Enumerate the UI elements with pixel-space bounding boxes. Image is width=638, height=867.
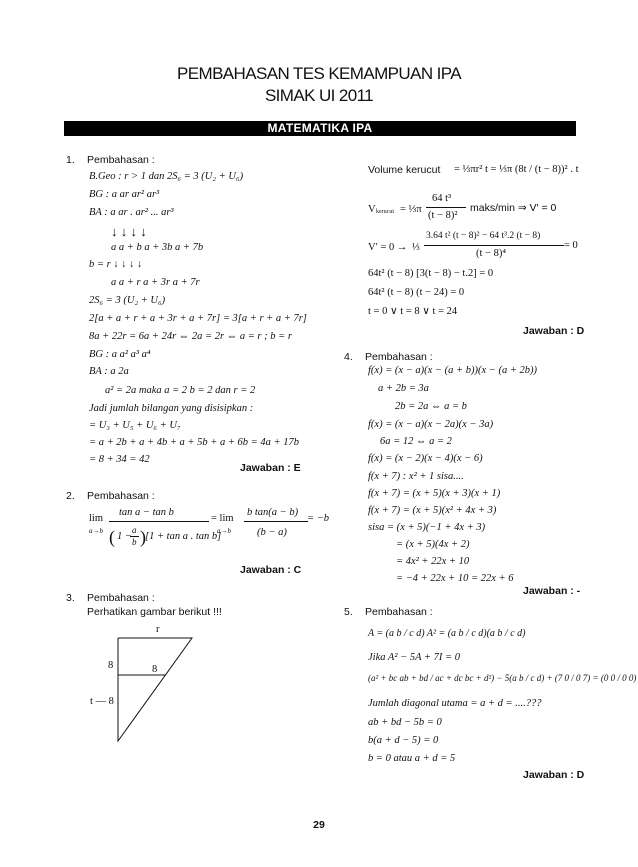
r-line: 64t² (t − 8) [3(t − 8) − t.2] = 0 [368, 268, 494, 279]
lim-label: lim [89, 513, 104, 524]
p4-line: f(x) = (x − a)(x − (a + b))(x − (a + 2b)) [368, 365, 538, 376]
problem-5-heading: Pembahasan : [365, 606, 433, 618]
problem-4-heading: Pembahasan : [365, 351, 433, 363]
label-8-width: 8 [152, 664, 158, 675]
p4-line: = (x + 5)(4x + 2) [396, 539, 470, 550]
p2-fraction-bar-2 [244, 521, 308, 522]
problem-2-number: 2. [66, 490, 75, 502]
p1-line: 2S₆ = 3 (U₂ + U₆) [89, 295, 166, 306]
p1-line: = U₃ + U₅ + U₆ + U₇ [89, 420, 181, 431]
p1-line: b = r ↓ ↓ ↓ ↓ [89, 259, 143, 270]
label-8-height: 8 [108, 660, 114, 671]
v-denominator: (t − 8)² [428, 210, 458, 221]
problem-4-number: 4. [344, 351, 353, 363]
p1-line: B.Geo : r > 1 dan 2S₆ = 3 (U₂ + U₆) [89, 171, 244, 182]
p2-den-prefix: 1 − [117, 531, 132, 542]
p2-eq-lim: = lim [211, 513, 234, 524]
vp-lead: V′ = 0 → [368, 242, 408, 253]
volume-formula [368, 150, 578, 190]
p5-line: Jumlah diagonal utama = a + d = ....??? [368, 698, 542, 709]
p4-line: 2b = 2a ⇔ a = b [395, 401, 467, 412]
p5-answer: Jawaban : D [523, 769, 585, 781]
problem-5-number: 5. [344, 606, 353, 618]
p5-line: Jika A² − 5A + 7I = 0 [368, 652, 460, 663]
v-tail: maks/min ⇒ V′ = 0 [470, 202, 557, 214]
p5-line: b(a + d − 5) = 0 [368, 735, 439, 746]
p2-paren-open: ( [109, 527, 115, 547]
doc-title: PEMBAHASAN TES KEMAMPUAN IPA [177, 64, 461, 83]
p5-line: ab + bd − 5b = 0 [368, 717, 442, 728]
r-line: 64t² (t − 8) (t − 24) = 0 [368, 287, 465, 298]
p2-result: = −b [307, 513, 330, 524]
problem-1-number: 1. [66, 154, 75, 166]
volume-label: Volume kerucut [368, 164, 441, 176]
triangle-diagram [88, 620, 208, 750]
p4-line: = −4 + 22x + 10 = 22x + 6 [396, 573, 514, 584]
p1-line: 8a + 22r = 6a + 24r ⇔ 2a = 2r ⇔ a = r ; b = r [89, 331, 292, 342]
p4-line: sisa = (x + 5)(−1 + 4x + 3) [368, 522, 486, 533]
p5-line: (a² + bc ab + bd / ac + dc bc + d²) − 5(a b / c d) + (7 0 / 0 7) = (0 0 / 0 0) [368, 673, 637, 683]
p2-answer: Jawaban : C [240, 564, 302, 576]
label-t-minus-8: t — 8 [90, 696, 114, 707]
p5-matrix: A = (a b / c d) A² = (a b / c d)(a b / c d) [368, 628, 526, 639]
vp-tail: = 0 [564, 240, 578, 251]
volume-equation: = ⅓πr² t = ⅓π (8t / (t − 8))² . t [454, 164, 579, 175]
p2-den-a: a [132, 525, 137, 535]
r-line: t = 0 ∨ t = 8 ∨ t = 24 [368, 306, 458, 317]
p2-paren-close: ) [140, 527, 146, 547]
p2-den-bracket: [1 + tan a . tan b] [145, 531, 222, 542]
p1-line: BA : a 2a [89, 366, 129, 377]
p1-line: a² = 2a maka a = 2 b = 2 dan r = 2 [105, 385, 256, 396]
p5-line: b = 0 atau a + d = 5 [368, 753, 456, 764]
p4-answer: Jawaban : - [523, 585, 581, 597]
p1-answer: Jawaban : E [240, 462, 301, 474]
page-number: 29 [313, 819, 325, 831]
p4-line: 6a = 12 ⇔ a = 2 [380, 436, 452, 447]
lim-subscript: a→b [89, 527, 103, 535]
problem-3-number: 3. [66, 592, 75, 604]
vp-numerator: 3.64 t² (t − 8)² − 64 t³.2 (t − 8) [426, 231, 541, 241]
p2-numerator-2: b tan(a − b) [247, 507, 299, 518]
p1-line: BA : a ar . ar² ... ar³ [89, 207, 174, 218]
v-derivative-formula [368, 230, 578, 266]
v-symbol: V [368, 204, 376, 215]
p2-denominator-2: (b − a) [257, 527, 287, 538]
p2-fraction-bar [109, 521, 209, 522]
p1-line: = 8 + 34 = 42 [89, 454, 150, 465]
problem-3-text: Perhatikan gambar berikut !!! [87, 606, 222, 618]
p1-line: 2[a + a + r + a + 3r + a + 7r] = 3[a + r + a + 7r] [89, 313, 307, 324]
r-answer: Jawaban : D [523, 325, 585, 337]
p4-line: f(x + 7) = (x + 5)(x + 3)(x + 1) [368, 488, 501, 499]
v-fraction-bar [426, 207, 466, 208]
label-r: r [156, 624, 160, 635]
v-subscript: kerucut [376, 209, 394, 215]
p1-line: BG : a a² a³ a⁴ [89, 349, 151, 360]
vp-third: ⅓ [412, 242, 420, 253]
v-eq-third: = ⅓π [400, 204, 422, 215]
vp-denominator: (t − 8)⁴ [476, 248, 506, 259]
problem-1-heading: Pembahasan : [87, 154, 155, 166]
v-kerucut-formula [368, 192, 578, 228]
p2-numerator: tan a − tan b [119, 507, 174, 518]
problem-2-heading: Pembahasan : [87, 490, 155, 502]
p1-line: Jadi jumlah bilangan yang disisipkan : [89, 403, 254, 414]
p4-line: = 4x² + 22x + 10 [396, 556, 470, 567]
p4-line: a + 2b = 3a [378, 383, 429, 394]
problem-3-heading: Pembahasan : [87, 592, 155, 604]
p4-line: f(x + 7) : x² + 1 sisa.... [368, 471, 464, 482]
v-numerator: 64 t³ [432, 193, 452, 204]
p1-line: a a + r a + 3r a + 7r [111, 277, 200, 288]
p4-line: f(x + 7) = (x + 5)(x² + 4x + 3) [368, 505, 497, 516]
p1-line: = a + 2b + a + 4b + a + 5b + a + 6b = 4a + 17b [89, 437, 299, 448]
vp-fraction-bar [424, 245, 564, 246]
p1-line: BG : a ar ar² ar³ [89, 189, 160, 200]
p4-line: f(x) = (x − a)(x − 2a)(x − 3a) [368, 419, 494, 430]
p1-line: a a + b a + 3b a + 7b [111, 242, 204, 253]
p4-line: f(x) = (x − 2)(x − 4)(x − 6) [368, 453, 483, 464]
cone-triangle-figure [88, 620, 208, 750]
p1-arrows: ↓ ↓ ↓ ↓ [111, 224, 147, 239]
p2-limit-expression [89, 505, 330, 555]
doc-subtitle: SIMAK UI 2011 [264, 86, 374, 105]
section-banner: MATEMATIKA IPA [64, 121, 576, 136]
p2-den-b: b [132, 537, 137, 547]
lim-subscript-2: a→b [217, 527, 231, 535]
